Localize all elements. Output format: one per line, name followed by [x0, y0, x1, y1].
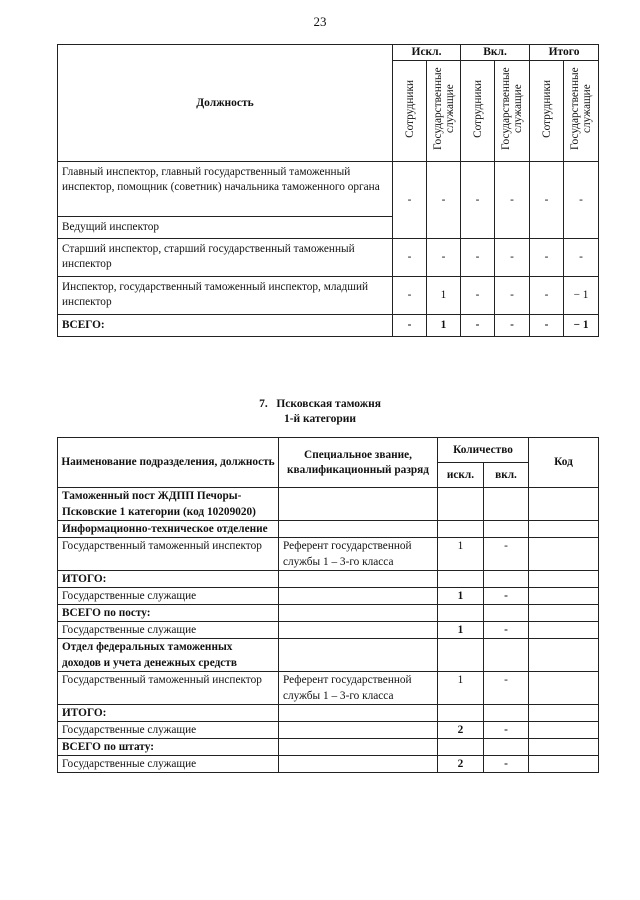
- section-subtitle: 1-й категории: [283, 413, 357, 425]
- value-cell: -: [461, 239, 495, 277]
- value-cell: 1: [427, 315, 461, 337]
- included-cell: [484, 488, 529, 521]
- name-cell: Государственные служащие: [58, 622, 279, 639]
- total-label: ВСЕГО:: [58, 315, 393, 337]
- name-cell: Отдел федеральных таможенных доходов и учета денежных средств: [58, 639, 279, 672]
- table-row: [58, 538, 599, 571]
- excluded-cell: [438, 739, 484, 756]
- table-row: [58, 277, 599, 315]
- rank-cell: [279, 521, 438, 538]
- subheader-civil-servants: Государственные служащие: [564, 61, 599, 162]
- value-cell: -: [495, 239, 530, 277]
- rank-cell: [279, 705, 438, 722]
- code-cell: [529, 722, 599, 739]
- name-cell: ИТОГО:: [58, 705, 279, 722]
- table-row: [58, 756, 599, 773]
- value-cell: 1: [427, 277, 461, 315]
- code-cell: [529, 672, 599, 705]
- excluded-cell: [438, 639, 484, 672]
- position-header: Должность: [58, 45, 393, 162]
- value-cell: -: [495, 315, 530, 337]
- excluded-cell: 1: [438, 672, 484, 705]
- value-cell: -: [393, 239, 427, 277]
- included-cell: [484, 705, 529, 722]
- name-cell: Информационно-техническое отделение: [58, 521, 279, 538]
- excluded-cell: [438, 488, 484, 521]
- included-cell: -: [484, 672, 529, 705]
- staff-change-table: [57, 44, 599, 337]
- table-row: [58, 162, 599, 217]
- group-header-total: Итого: [530, 45, 599, 61]
- subtotal-row: [58, 571, 599, 588]
- included-cell: [484, 739, 529, 756]
- value-cell: -: [495, 277, 530, 315]
- rank-cell: Референт государственной службы 1 – 3-го класса: [279, 538, 438, 571]
- table-row: [58, 488, 599, 521]
- value-cell: -: [393, 315, 427, 337]
- value-cell: -: [461, 277, 495, 315]
- value-cell: -: [530, 162, 564, 239]
- position-cell: Инспектор, государственный таможенный инспектор, младший инспектор: [58, 277, 393, 315]
- table-row: [58, 722, 599, 739]
- code-cell: [529, 571, 599, 588]
- excluded-cell: [438, 705, 484, 722]
- excluded-cell: [438, 605, 484, 622]
- position-cell: Старший инспектор, старший государственный таможенный инспектор: [58, 239, 393, 277]
- code-header: Код: [529, 438, 599, 488]
- included-cell: -: [484, 538, 529, 571]
- name-cell: Государственные служащие: [58, 722, 279, 739]
- code-cell: [529, 588, 599, 605]
- subheader-employees: Сотрудники: [461, 61, 495, 162]
- table-row: [58, 639, 599, 672]
- rank-cell: [279, 639, 438, 672]
- code-cell: [529, 538, 599, 571]
- name-cell: ВСЕГО по посту:: [58, 605, 279, 622]
- rank-cell: [279, 739, 438, 756]
- quantity-header: Количество: [438, 438, 529, 463]
- name-header: Наименование подразделения, должность: [58, 438, 279, 488]
- rank-cell: [279, 622, 438, 639]
- value-cell: -: [530, 277, 564, 315]
- included-cell: [484, 639, 529, 672]
- value-cell: -: [461, 315, 495, 337]
- excluded-cell: 1: [438, 622, 484, 639]
- rank-cell: Референт государственной службы 1 – 3-го класса: [279, 672, 438, 705]
- code-cell: [529, 605, 599, 622]
- excluded-cell: 1: [438, 588, 484, 605]
- rank-header: Специальное звание, квалификационный разряд: [279, 438, 438, 488]
- included-cell: [484, 571, 529, 588]
- value-cell: -: [530, 315, 564, 337]
- code-cell: [529, 521, 599, 538]
- subheader-civil-servants: Государственные служащие: [495, 61, 530, 162]
- value-cell: -: [461, 162, 495, 239]
- value-cell: -: [427, 239, 461, 277]
- value-cell: -: [393, 277, 427, 315]
- subheader-employees: Сотрудники: [393, 61, 427, 162]
- excluded-cell: 1: [438, 538, 484, 571]
- section-heading: [0, 397, 640, 427]
- subheader-civil-servants: Государственные служащие: [427, 61, 461, 162]
- name-cell: Государственный таможенный инспектор: [58, 538, 279, 571]
- value-cell: -: [393, 162, 427, 239]
- name-cell: Таможенный пост ЖДПП Печоры-Псковские 1 категории (код 10209020): [58, 488, 279, 521]
- subheader-employees: Сотрудники: [530, 61, 564, 162]
- included-cell: -: [484, 588, 529, 605]
- code-cell: [529, 756, 599, 773]
- total-row: [58, 739, 599, 756]
- name-cell: Государственный таможенный инспектор: [58, 672, 279, 705]
- code-cell: [529, 739, 599, 756]
- code-cell: [529, 488, 599, 521]
- included-cell: -: [484, 756, 529, 773]
- included-cell: -: [484, 622, 529, 639]
- table-row: [58, 239, 599, 277]
- table-row: [58, 672, 599, 705]
- included-cell: [484, 605, 529, 622]
- name-cell: Государственные служащие: [58, 756, 279, 773]
- included-cell: -: [484, 722, 529, 739]
- excluded-cell: [438, 571, 484, 588]
- staffing-table: [57, 437, 599, 773]
- value-cell: -: [495, 162, 530, 239]
- table-row: [58, 521, 599, 538]
- position-cell: Главный инспектор, главный государственный таможенный инспектор, помощник (советник) начальника таможенного органа: [58, 162, 393, 217]
- rank-cell: [279, 605, 438, 622]
- excluded-cell: [438, 521, 484, 538]
- name-cell: ИТОГО:: [58, 571, 279, 588]
- code-cell: [529, 705, 599, 722]
- group-header-excluded: Искл.: [393, 45, 461, 61]
- name-cell: Государственные служащие: [58, 588, 279, 605]
- rank-cell: [279, 571, 438, 588]
- excluded-cell: 2: [438, 722, 484, 739]
- included-header: вкл.: [484, 463, 529, 488]
- rank-cell: [279, 488, 438, 521]
- value-cell: -: [564, 239, 599, 277]
- page-number: 23: [313, 14, 327, 29]
- rank-cell: [279, 756, 438, 773]
- code-cell: [529, 639, 599, 672]
- included-cell: [484, 521, 529, 538]
- rank-cell: [279, 722, 438, 739]
- group-header-included: Вкл.: [461, 45, 530, 61]
- excluded-header: искл.: [438, 463, 484, 488]
- code-cell: [529, 622, 599, 639]
- total-row: [58, 605, 599, 622]
- table-row: [58, 588, 599, 605]
- value-cell: -: [530, 239, 564, 277]
- value-cell: -: [564, 162, 599, 239]
- value-cell: − 1: [564, 315, 599, 337]
- name-cell: ВСЕГО по штату:: [58, 739, 279, 756]
- value-cell: − 1: [564, 277, 599, 315]
- total-row: [58, 315, 599, 337]
- section-title: 7. Псковская таможня: [259, 398, 381, 410]
- position-cell: Ведущий инспектор: [58, 217, 393, 239]
- value-cell: -: [427, 162, 461, 239]
- table-row: [58, 622, 599, 639]
- excluded-cell: 2: [438, 756, 484, 773]
- subtotal-row: [58, 705, 599, 722]
- rank-cell: [279, 588, 438, 605]
